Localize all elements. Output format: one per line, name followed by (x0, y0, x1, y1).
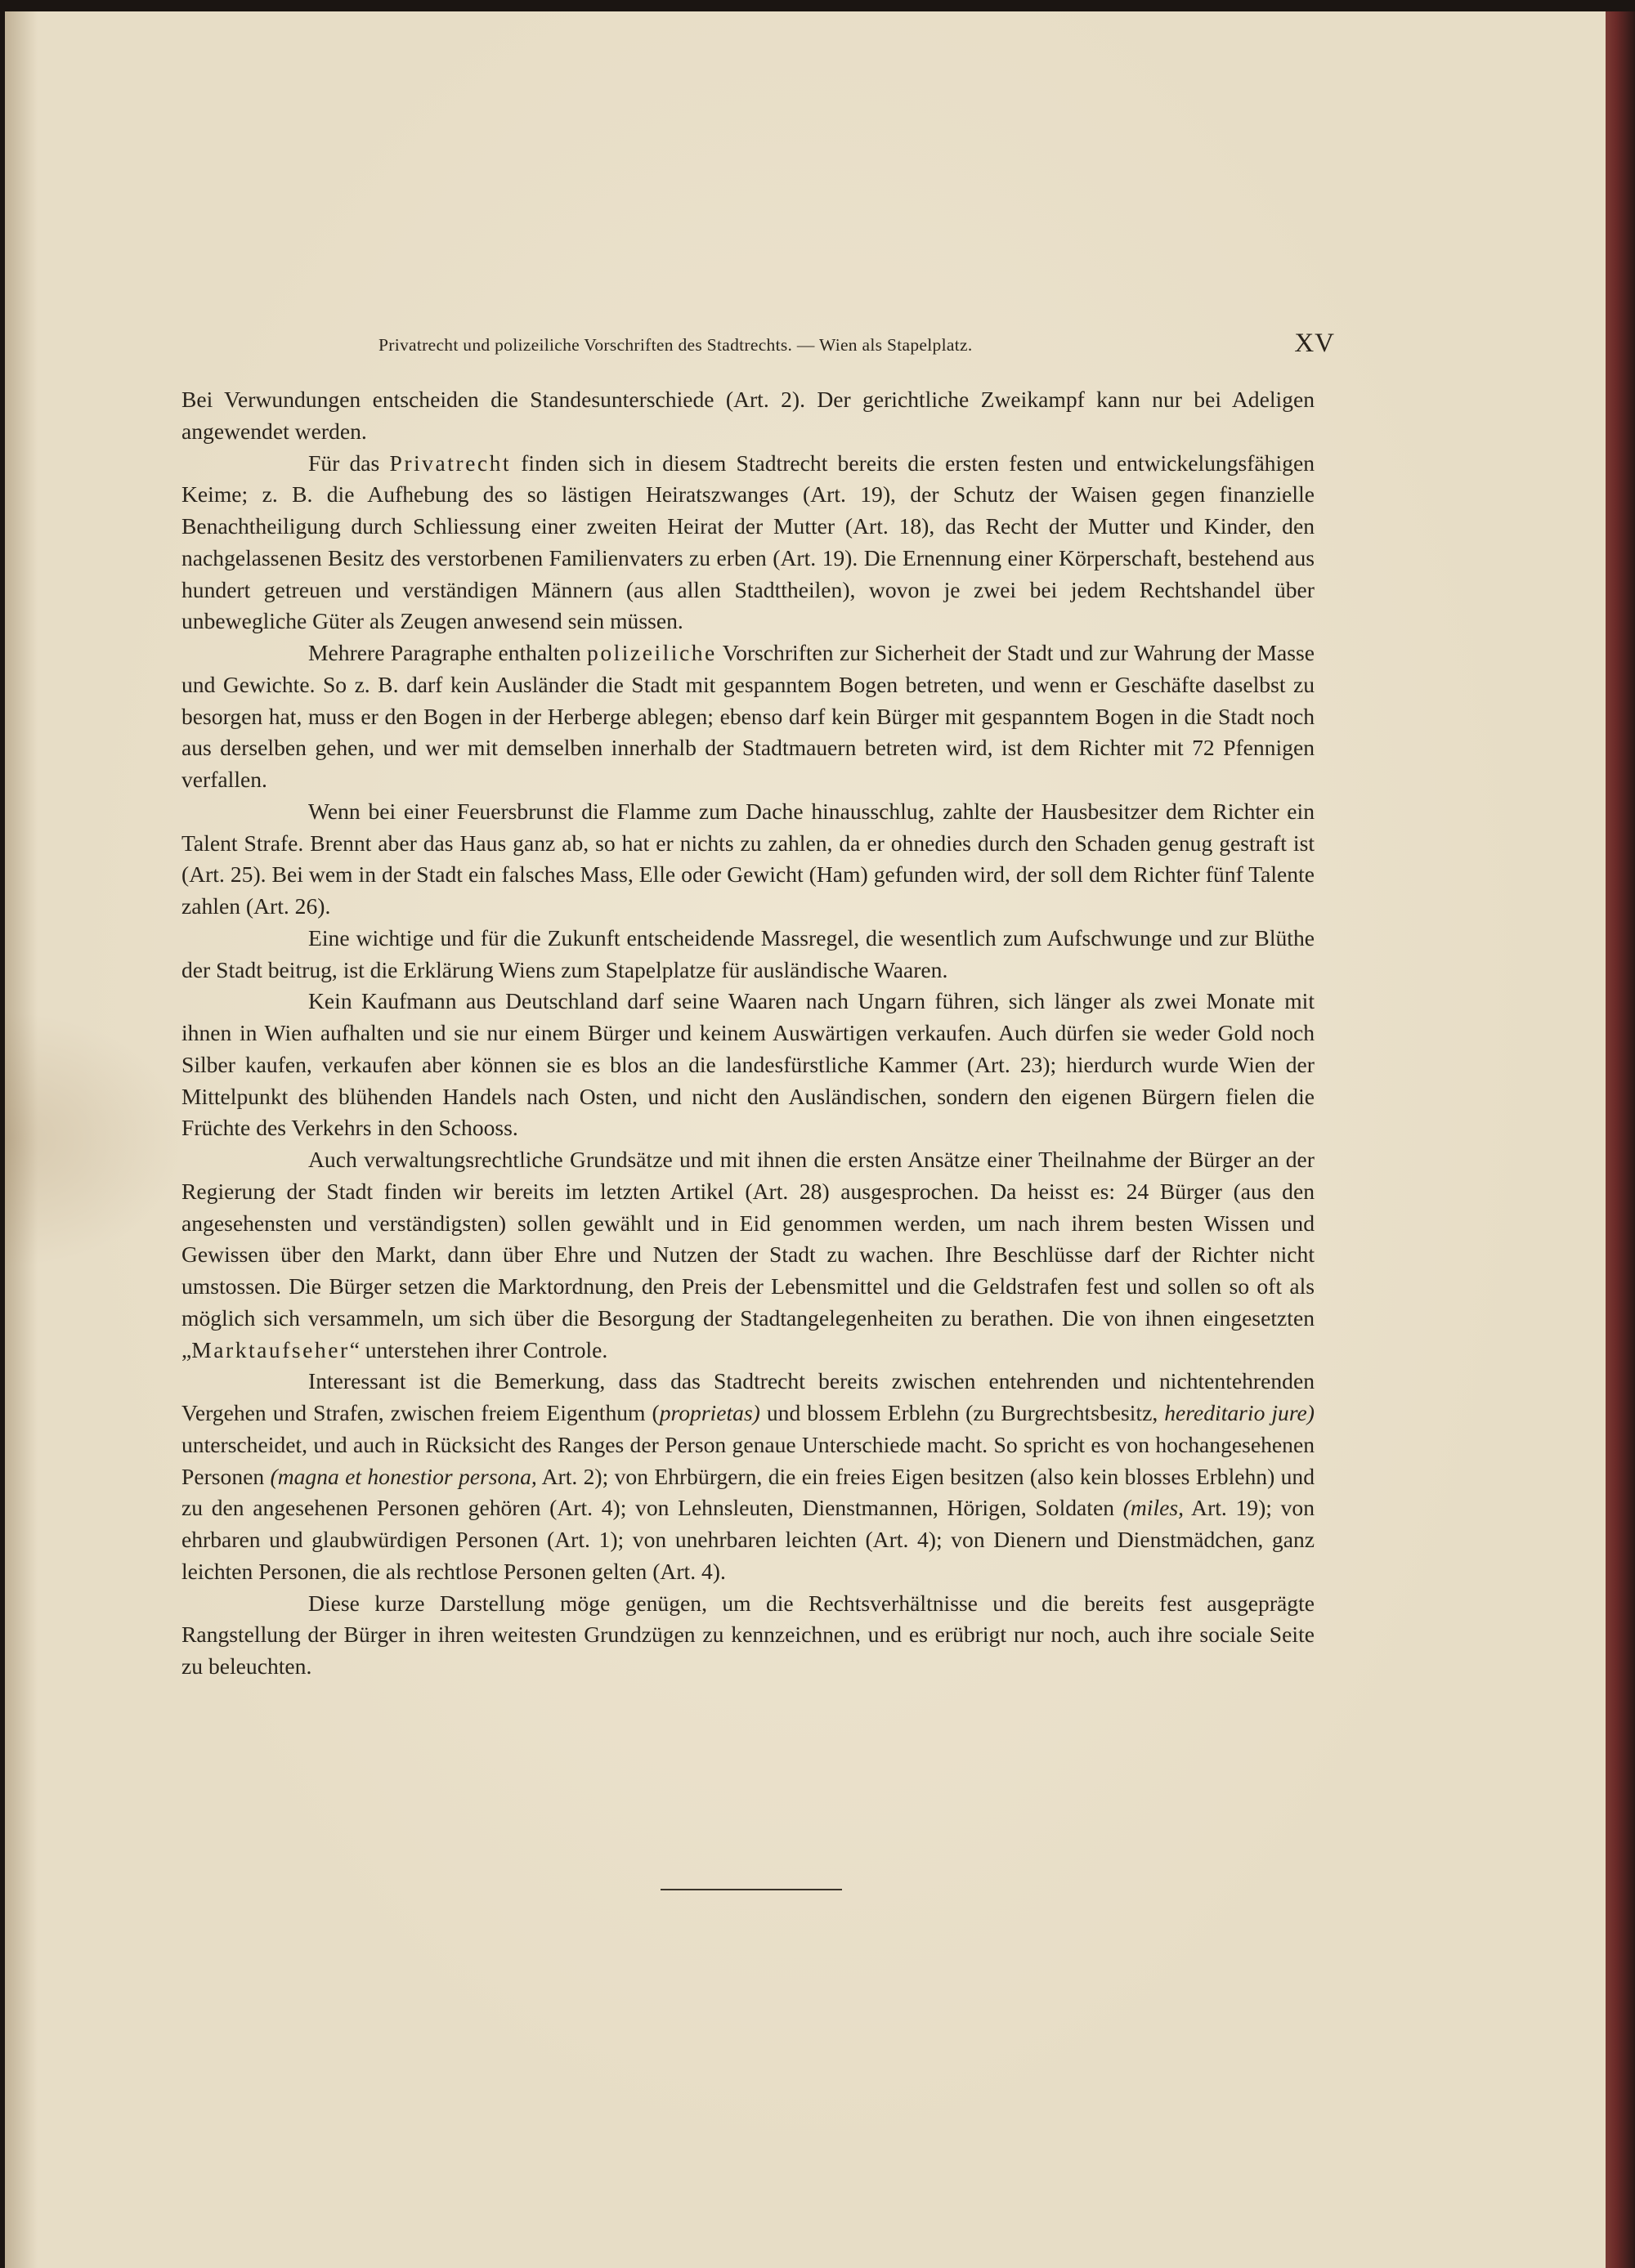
paragraph (181, 637, 1315, 796)
page-number: XV (1294, 329, 1335, 358)
paragraph (181, 986, 1315, 1144)
text-segment: hereditario jure) (1164, 1400, 1315, 1425)
end-rule (661, 1889, 842, 1890)
body-text (181, 384, 1315, 1683)
text-segment: polizeiliche (587, 640, 717, 665)
text-segment: Vorschriften zur Sicherheit der Stadt und zur Wahrung der Masse und Gewichte. So z. B. darf kein Ausländer die Stadt mit gespanntem Bogen betreten, und wenn er Geschäfte daselbst zu besorgen hat, muss er den Bogen in der Herberge ablegen; ebenso darf kein Bürger mit gespanntem Bogen in die Stadt noch aus derselben gehen, und wer mit demselben innerhalb der Stadtmauern betreten wird, ist dem Richter mit 72 Pfennigen verfallen. (181, 640, 1315, 792)
gutter-shadow (5, 11, 38, 2268)
text-segment: Eine wichtige und für die Zukunft entscheidende Massregel, die wesentlich zum Aufschwunge und zur Blüthe der Stadt beitrug, ist die Erklärung Wiens zum Stapelplatze für ausländische Waaren. (181, 924, 1315, 982)
text-segment: und blossem Erblehn (zu Burgrechtsbesitz, (759, 1400, 1165, 1425)
text-segment: Privatrecht (389, 450, 512, 476)
text-segment: Bei Verwundungen entscheiden die Standesunterschiede (Art. 2). Der gerichtliche Zweikampf kann nur bei Adeligen angewendet werden. (181, 387, 1315, 444)
paragraph (181, 384, 1315, 448)
text-segment: Für das (308, 450, 390, 476)
page-header (379, 329, 1335, 361)
text-segment: Auch verwaltungsrechtliche Grundsätze und mit ihnen die ersten Ansätze einer Theilnahme der Bürger an der Regierung der Stadt finden wir bereits im letzten Artikel (Art. 28) ausgesprochen. Da heisst es: 24 Bürger (aus den angesehensten und verständigsten) sollen gewählt und in Eid genommen werden, um nach ihrem besten Wissen und Gewissen über den Markt, dann über Ehre und Nutzen der Stadt zu wachen. Ihre Beschlüsse darf der Richter nicht umstossen. Die Bürger setzen die Marktordnung, den Preis der Lebensmittel und die Geldstrafen fest und sollen so oft als möglich sich versammeln, um sich über die Besorgung der Stadtangelegenheiten zu berathen. Die von ihnen eingesetzten „ (181, 1147, 1315, 1362)
paragraph (181, 1144, 1315, 1366)
running-head: Privatrecht und polizeiliche Vorschriften des Stadtrechts. — Wien als Stapelplatz. (379, 335, 973, 355)
paragraph (181, 448, 1315, 638)
text-segment: “ unterstehen ihrer Controle. (349, 1336, 608, 1362)
text-segment: Art. 2); von Ehrbürgern, die ein freies Eigen besitzen (also kein blosses Erblehn) und zu den angesehenen Personen gehören (Art. 4); von Lehnsleuten, Dienstmannen, Hörigen, Soldaten (181, 1463, 1315, 1521)
text-segment: proprietas) (659, 1400, 760, 1425)
text-segment: (magna et honestior persona, (270, 1463, 537, 1489)
text-segment: Kein Kaufmann aus Deutschland darf seine Waaren nach Ungarn führen, sich länger als zwei Monate mit ihnen in Wien aufhalten und sie nur einem Bürger und keinem Auswärtigen verkaufen. Auch dürfen sie weder Gold noch Silber kaufen, verkaufen aber können sie es blos an die landesfürstliche Kammer (Art. 23); hierdurch wurde Wien der Mittelpunkt des blühenden Handels nach Osten, und nicht den Ausländischen, sondern den eigenen Bürgern fielen die Früchte des Verkehrs in den Schooss. (181, 988, 1315, 1141)
text-segment: Wenn bei einer Feuersbrunst die Flamme zum Dache hinausschlug, zahlte der Hausbesitzer dem Richter ein Talent Strafe. Brennt aber das Haus ganz ab, so hat er nichts zu zahlen, da er ohnedies durch den Schaden genug gestraft ist (Art. 25). Bei wem in der Stadt ein falsches Mass, Elle oder Gewicht (Ham) gefunden wird, der soll dem Richter fünf Talente zahlen (Art. 26). (181, 798, 1315, 919)
paragraph (181, 1588, 1315, 1683)
book-cover-edge (1606, 11, 1635, 2268)
text-segment: Marktaufseher (191, 1336, 350, 1362)
paragraph (181, 923, 1315, 986)
text-segment: Interessant ist die Bemerkung, dass das Stadtrecht bereits zwischen entehrenden und nichtentehrenden Vergehen und Strafen, zwischen freiem Eigenthum ( (181, 1368, 1315, 1425)
text-segment: Art. 19); von ehrbaren und glaubwürdigen Personen (Art. 1); von unehrbaren leichten (Art. 4); von Dienern und Dienstmädchen, ganz leichten Personen, die als rechtlose Personen gelten (Art. 4). (181, 1495, 1315, 1584)
paragraph (181, 796, 1315, 923)
paragraph (181, 1366, 1315, 1587)
text-segment: Mehrere Paragraphe enthalten (308, 640, 588, 665)
text-segment: Diese kurze Darstellung möge genügen, um die Rechtsverhältnisse und die bereits fest ausgeprägte Rangstellung der Bürger in ihren weitesten Grundzügen zu kennzeichnen, und es erübrigt nur noch, auch ihre sociale Seite zu beleuchten. (181, 1590, 1315, 1679)
text-segment: unterscheidet, und auch in Rücksicht des Ranges der Person genaue Unterschiede macht. So spricht es von hochangesehenen Personen (181, 1431, 1315, 1489)
text-segment: (miles, (1122, 1495, 1185, 1521)
text-segment: finden sich in diesem Stadtrecht bereits die ersten festen und entwickelungsfähigen Keime; z. B. die Aufhebung des so lästigen Heiratszwanges (Art. 19), der Schutz der Waisen gegen finanzielle Benachtheiligung durch Schliessung einer zweiten Heirat der Mutter (Art. 18), das Recht der Mutter und Kinder, den nachgelassenen Besitz des verstorbenen Familienvaters zu erben (Art. 19). Die Ernennung einer Körperschaft, bestehend aus hundert getreuen und verständigen Männern (aus allen Stadttheilen), wovon je zwei bei jedem Rechtshandel über unbewegliche Güter als Zeugen anwesend sein müssen. (181, 450, 1315, 634)
